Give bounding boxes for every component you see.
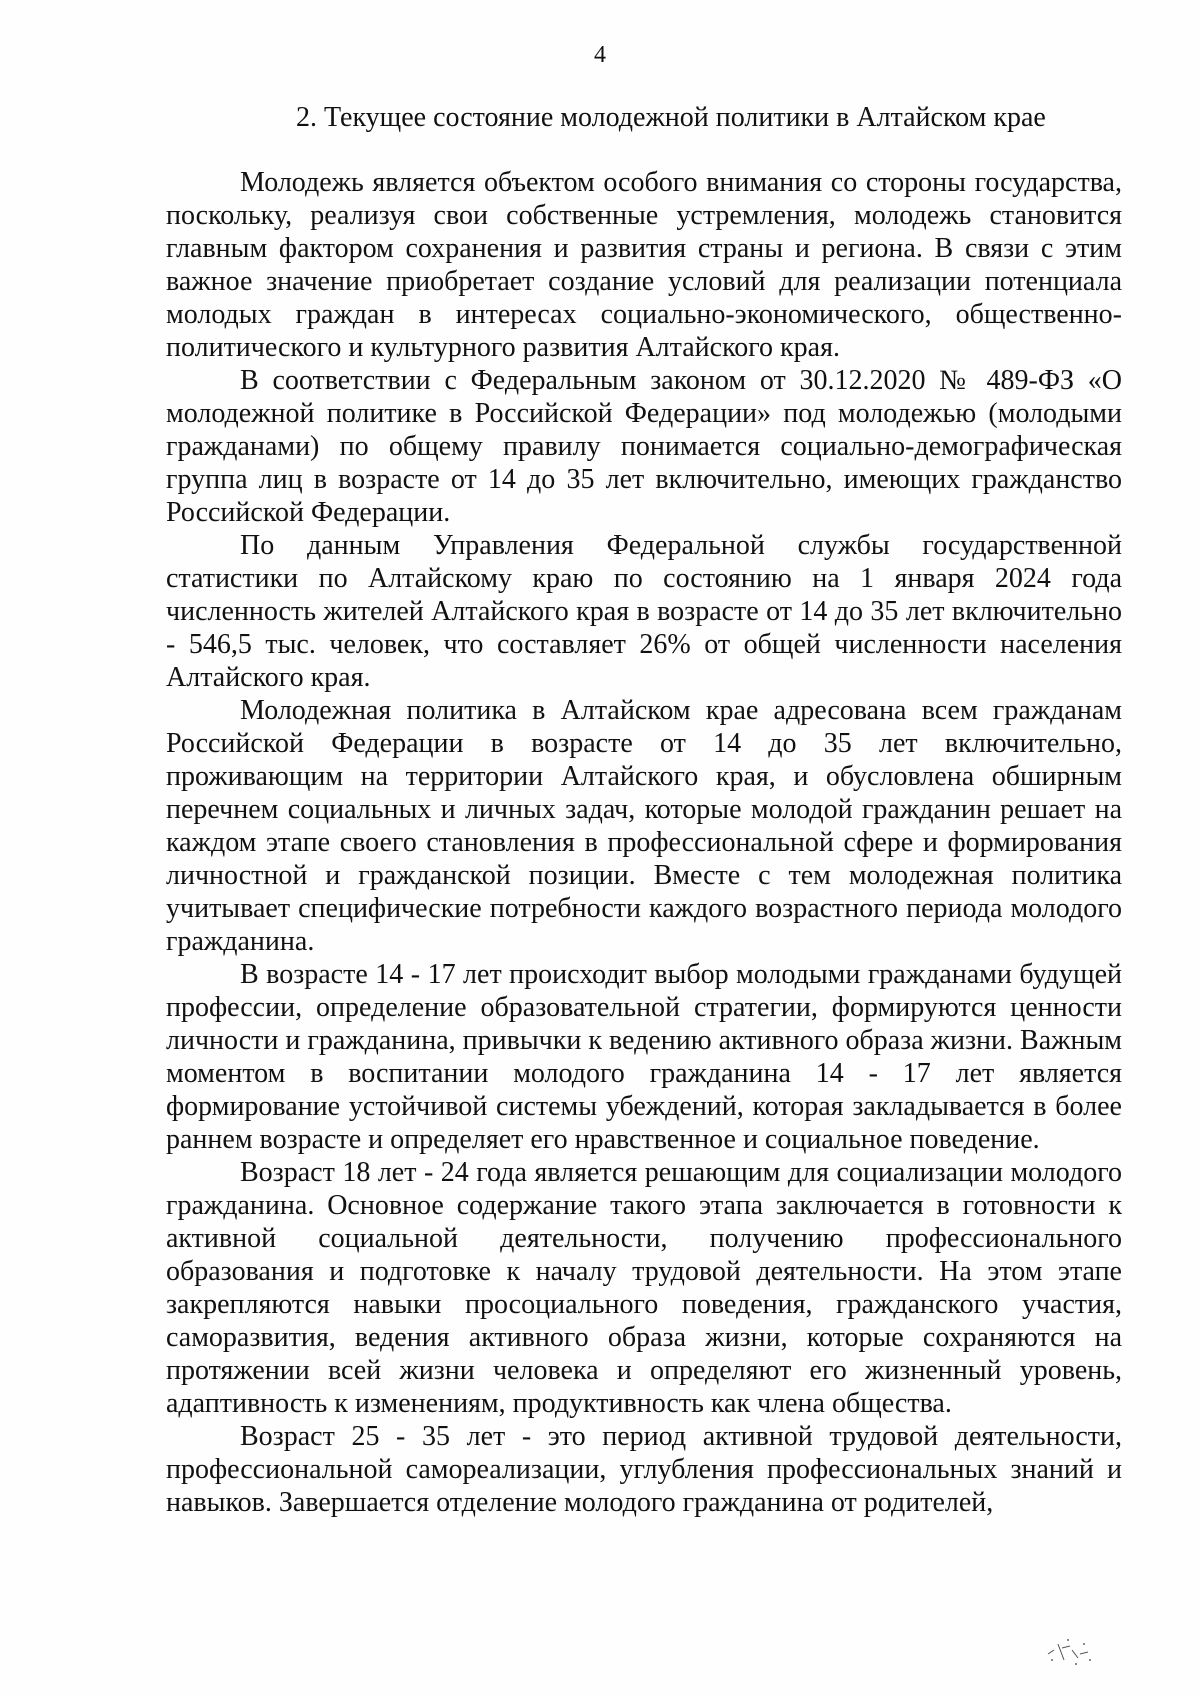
scan-speckle-mark bbox=[1040, 1630, 1100, 1670]
document-body bbox=[166, 166, 1122, 1519]
paragraph: Молодежь является объектом особого внимания со стороны государства, поскольку, реализуя свои собственные устремления, молодежь становится главным фактором сохранения и развития страны и региона. В связи с этим важное значение приобретает создание условий для реализации потенциала молодых граждан в интересах социально-экономического, общественно-политического и культурного развития Алтайского края. bbox=[166, 167, 1122, 363]
paragraph: По данным Управления Федеральной службы государственной статистики по Алтайскому краю по состоянию на 1 января 2024 года численность жителей Алтайского края в возрасте от 14 до 35 лет включительно - 546,5 тыс. человек, что составляет 26% от общей численности населения Алтайского края. bbox=[166, 530, 1122, 693]
paragraph: Возраст 18 лет - 24 года является решающим для социализации молодого гражданина. Основное содержание такого этапа заключается в готовности к активной социальной деятельности, получению профессионального образования и подготовке к началу трудовой деятельности. На этом этапе закрепляются навыки просоциального поведения, гражданского участия, саморазвития, ведения активного образа жизни, которые сохраняются на протяжении всей жизни человека и определяют его жизненный уровень, адаптивность к изменениям, продуктивность как члена общества. bbox=[166, 1157, 1122, 1419]
paragraph: В возрасте 14 - 17 лет происходит выбор молодыми гражданами будущей профессии, определение образовательной стратегии, формируются ценности личности и гражданина, привычки к ведению активного образа жизни. Важным моментом в воспитании молодого гражданина 14 - 17 лет является формирование устойчивой системы убеждений, которая закладывается в более раннем возрасте и определяет его нравственное и социальное поведение. bbox=[166, 959, 1122, 1155]
paragraph: Молодежная политика в Алтайском крае адресована всем гражданам Российской Федерации в возрасте от 14 до 35 лет включительно, проживающим на территории Алтайского края, и обусловлена обширным перечнем социальных и личных задач, которые молодой гражданин решает на каждом этапе своего становления в профессиональной сфере и формирования личностной и гражданской позиции. Вместе с тем молодежная политика учитывает специфические потребности каждого возрастного периода молодого гражданина. bbox=[166, 695, 1122, 957]
paragraph: В соответствии с Федеральным законом от 30.12.2020 № 489-ФЗ «О молодежной политике в Российской Федерации» под молодежью (молодыми гражданами) по общему правилу понимается социально-демографическая группа лиц в возрасте от 14 до 35 лет включительно, имеющих гражданство Российской Федерации. bbox=[166, 365, 1122, 528]
page-number: 4 bbox=[594, 42, 606, 68]
section-title: 2. Текущее состояние молодежной политики в Алтайском крае bbox=[296, 102, 1046, 133]
paragraph: Возраст 25 - 35 лет - это период активной трудовой деятельности, профессиональной самореализации, углубления профессиональных знаний и навыков. Завершается отделение молодого гражданина от родителей, bbox=[166, 1421, 1122, 1518]
